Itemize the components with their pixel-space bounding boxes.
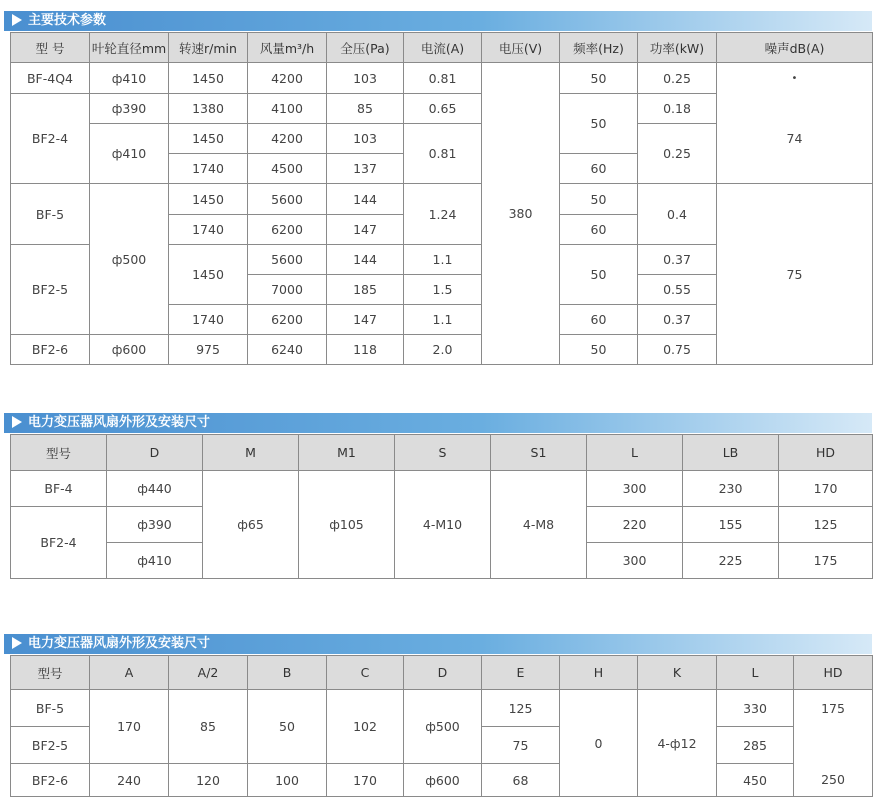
header-speed: 转速r/min xyxy=(169,33,248,63)
cell-D: ф500 xyxy=(404,690,482,764)
section-title-text: 主要技术参数 xyxy=(28,13,107,28)
cell-S1: 4-M8 xyxy=(491,471,587,579)
table-row xyxy=(11,63,873,94)
cell-model: BF2-6 xyxy=(11,335,90,365)
cell-pressure: 147 xyxy=(327,305,404,335)
cell-model: BF2-6 xyxy=(11,764,90,797)
cell-M1: ф105 xyxy=(299,471,395,579)
cell-L: 300 xyxy=(587,543,683,579)
cell-E: 75 xyxy=(482,727,560,764)
cell-diameter: ф500 xyxy=(90,184,169,335)
header-D: D xyxy=(107,435,203,471)
header-LB: LB xyxy=(683,435,779,471)
cell-power: 0.18 xyxy=(638,94,717,124)
cell-A: 170 xyxy=(90,690,169,764)
transformer-fan-dims-table-2 xyxy=(10,655,873,797)
cell-D: ф600 xyxy=(404,764,482,797)
header-C: C xyxy=(327,656,404,690)
cell-current: 1.1 xyxy=(404,245,482,275)
cell-frequency: 50 xyxy=(560,63,638,94)
header-HD: HD xyxy=(794,656,873,690)
header-model: 型号 xyxy=(11,435,107,471)
cell-flow: 5600 xyxy=(248,184,327,215)
section-title-transformer-fan-dims xyxy=(4,413,872,433)
header-K: K xyxy=(638,656,717,690)
header-diameter: 叶轮直径mm xyxy=(90,33,169,63)
cell-C: 102 xyxy=(327,690,404,764)
cell-current: 1.5 xyxy=(404,275,482,305)
cell-diameter: ф600 xyxy=(90,335,169,365)
cell-diameter: ф410 xyxy=(90,63,169,94)
cell-LB: 225 xyxy=(683,543,779,579)
cell-A: 240 xyxy=(90,764,169,797)
cell-B: 50 xyxy=(248,690,327,764)
header-D: D xyxy=(404,656,482,690)
arrow-icon xyxy=(12,416,22,428)
header-model: 型号 xyxy=(11,656,90,690)
cell-power: 0.4 xyxy=(638,184,717,245)
cell-frequency: 50 xyxy=(560,245,638,305)
cell-D: ф390 xyxy=(107,507,203,543)
cell-model: BF2-5 xyxy=(11,245,90,335)
table-row xyxy=(11,690,873,727)
cell-M: ф65 xyxy=(203,471,299,579)
cell-speed: 975 xyxy=(169,335,248,365)
cell-LB: 230 xyxy=(683,471,779,507)
cell-model: BF-5 xyxy=(11,690,90,727)
cell-power: 0.75 xyxy=(638,335,717,365)
cell-flow: 4500 xyxy=(248,154,327,184)
header-voltage: 电压(V) xyxy=(482,33,560,63)
cell-model: BF-4 xyxy=(11,471,107,507)
cell-power: 0.37 xyxy=(638,305,717,335)
header-A-half: A/2 xyxy=(169,656,248,690)
cell-L: 330 xyxy=(717,690,794,727)
cell-HD: 175 xyxy=(794,690,873,727)
cell-flow: 4200 xyxy=(248,124,327,154)
cell-noise: 74 xyxy=(717,94,873,184)
cell-current: 0.65 xyxy=(404,94,482,124)
cell-speed: 1450 xyxy=(169,184,248,215)
cell-speed: 1740 xyxy=(169,215,248,245)
cell-diameter: ф410 xyxy=(90,124,169,184)
cell-model: BF-4Q4 xyxy=(11,63,90,94)
cell-LB: 155 xyxy=(683,507,779,543)
cell-E: 68 xyxy=(482,764,560,797)
cell-pressure: 103 xyxy=(327,124,404,154)
cell-flow: 4100 xyxy=(248,94,327,124)
cell-pressure: 85 xyxy=(327,94,404,124)
cell-current: 1.1 xyxy=(404,305,482,335)
cell-flow: 5600 xyxy=(248,245,327,275)
cell-pressure: 118 xyxy=(327,335,404,365)
header-HD: HD xyxy=(779,435,873,471)
header-current: 电流(A) xyxy=(404,33,482,63)
cell-HD xyxy=(794,727,873,764)
cell-L: 450 xyxy=(717,764,794,797)
cell-frequency: 60 xyxy=(560,305,638,335)
cell-frequency: 50 xyxy=(560,335,638,365)
header-E: E xyxy=(482,656,560,690)
cell-voltage: 380 xyxy=(482,63,560,365)
section-title-text: 电力变压器风扇外形及安装尺寸 xyxy=(28,415,211,430)
header-B: B xyxy=(248,656,327,690)
cell-flow: 4200 xyxy=(248,63,327,94)
cell-speed: 1740 xyxy=(169,305,248,335)
cell-current: 1.24 xyxy=(404,184,482,245)
cell-flow: 6200 xyxy=(248,215,327,245)
header-model: 型 号 xyxy=(11,33,90,63)
header-L: L xyxy=(717,656,794,690)
cell-power: 0.37 xyxy=(638,245,717,275)
header-H: H xyxy=(560,656,638,690)
cell-model: BF-5 xyxy=(11,184,90,245)
cell-pressure: 103 xyxy=(327,63,404,94)
cell-model: BF2-4 xyxy=(11,507,107,579)
cell-D: ф410 xyxy=(107,543,203,579)
cell-speed: 1380 xyxy=(169,94,248,124)
cell-pressure: 147 xyxy=(327,215,404,245)
transformer-fan-dims-table-1 xyxy=(10,434,873,579)
cell-E: 125 xyxy=(482,690,560,727)
cell-H: 0 xyxy=(560,690,638,797)
cell-current: 2.0 xyxy=(404,335,482,365)
cell-power: 0.25 xyxy=(638,124,717,184)
cell-D: ф440 xyxy=(107,471,203,507)
cell-frequency: 50 xyxy=(560,184,638,215)
cell-speed: 1740 xyxy=(169,154,248,184)
cell-power: 0.25 xyxy=(638,63,717,94)
cell-HD: 125 xyxy=(779,507,873,543)
cell-HD: 175 xyxy=(779,543,873,579)
header-frequency: 频率(Hz) xyxy=(560,33,638,63)
cell-frequency: 60 xyxy=(560,154,638,184)
cell-pressure: 137 xyxy=(327,154,404,184)
table-row xyxy=(11,764,873,797)
header-noise: 噪声dB(A) xyxy=(717,33,873,63)
tech-params-table xyxy=(10,32,873,365)
cell-model: BF2-5 xyxy=(11,727,90,764)
table-row xyxy=(11,471,873,507)
cell-noise: • xyxy=(717,63,873,94)
cell-C: 170 xyxy=(327,764,404,797)
cell-speed: 1450 xyxy=(169,63,248,94)
cell-diameter: ф390 xyxy=(90,94,169,124)
cell-pressure: 185 xyxy=(327,275,404,305)
cell-power: 0.55 xyxy=(638,275,717,305)
header-M1: M1 xyxy=(299,435,395,471)
cell-model: BF2-4 xyxy=(11,94,90,184)
section-title-text: 电力变压器风扇外形及安装尺寸 xyxy=(28,636,211,651)
section-title-tech-params xyxy=(4,11,872,31)
cell-L: 285 xyxy=(717,727,794,764)
cell-pressure: 144 xyxy=(327,184,404,215)
cell-pressure: 144 xyxy=(327,245,404,275)
header-pressure: 全压(Pa) xyxy=(327,33,404,63)
table-row xyxy=(11,184,873,215)
cell-S: 4-M10 xyxy=(395,471,491,579)
cell-HD: 170 xyxy=(779,471,873,507)
cell-HD: 250 xyxy=(794,764,873,797)
table-row xyxy=(11,94,873,124)
cell-L: 220 xyxy=(587,507,683,543)
cell-current: 0.81 xyxy=(404,63,482,94)
cell-speed: 1450 xyxy=(169,245,248,305)
cell-frequency: 50 xyxy=(560,94,638,154)
cell-frequency: 60 xyxy=(560,215,638,245)
section-title-transformer-fan-dims-2 xyxy=(4,634,872,654)
cell-L: 300 xyxy=(587,471,683,507)
cell-flow: 7000 xyxy=(248,275,327,305)
cell-B: 100 xyxy=(248,764,327,797)
header-power: 功率(kW) xyxy=(638,33,717,63)
cell-noise: 75 xyxy=(717,184,873,365)
arrow-icon xyxy=(12,637,22,649)
cell-A-half: 120 xyxy=(169,764,248,797)
header-A: A xyxy=(90,656,169,690)
cell-speed: 1450 xyxy=(169,124,248,154)
header-L: L xyxy=(587,435,683,471)
cell-flow: 6200 xyxy=(248,305,327,335)
header-M: M xyxy=(203,435,299,471)
arrow-icon xyxy=(12,14,22,26)
cell-A-half: 85 xyxy=(169,690,248,764)
header-flow: 风量m³/h xyxy=(248,33,327,63)
header-S: S xyxy=(395,435,491,471)
header-S1: S1 xyxy=(491,435,587,471)
cell-current: 0.81 xyxy=(404,124,482,184)
cell-flow: 6240 xyxy=(248,335,327,365)
cell-K: 4-ф12 xyxy=(638,690,717,797)
